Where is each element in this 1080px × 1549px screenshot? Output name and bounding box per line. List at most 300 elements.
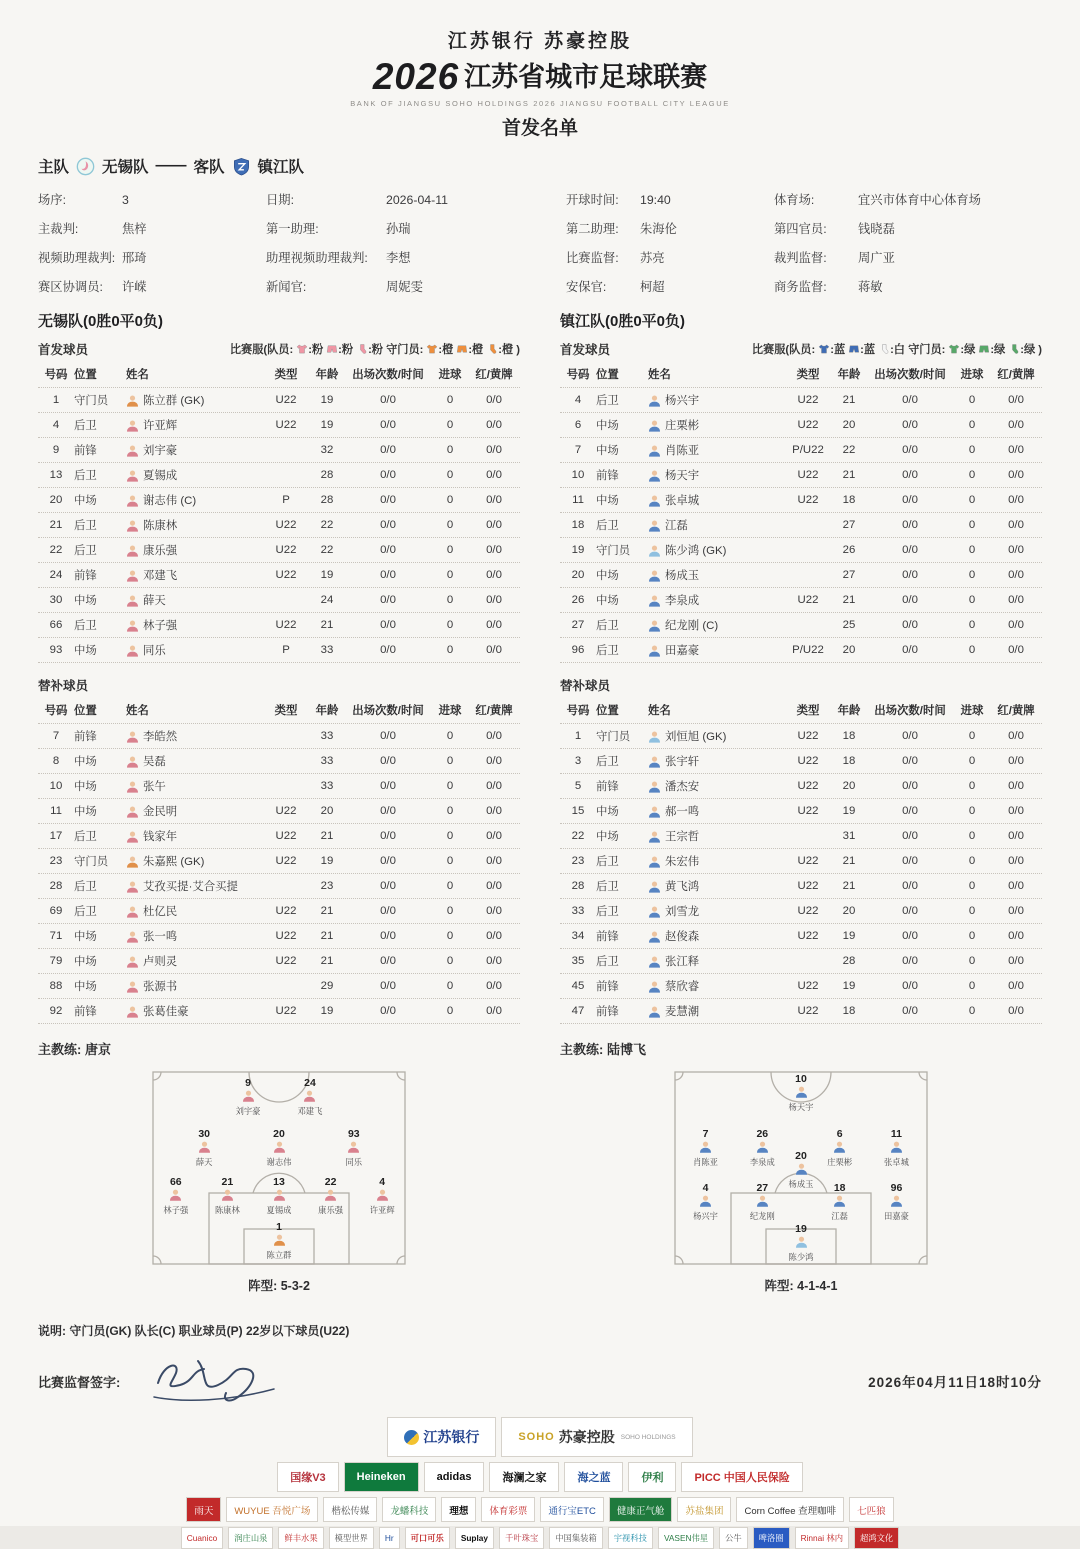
marker-number: 27 (756, 1181, 769, 1194)
player-row (38, 562, 520, 587)
player-goals: 0 (446, 830, 454, 842)
info-label: 主裁判: (38, 222, 79, 236)
player-avatar-icon (648, 755, 661, 768)
player-row (38, 998, 520, 1023)
sponsor-logo (455, 1527, 494, 1549)
info-label: 视频助理裁判: (38, 251, 116, 265)
player-avatar-icon (648, 830, 661, 843)
player-number: 18 (571, 519, 585, 531)
marker-avatar-icon (756, 1140, 769, 1153)
player-age: 33 (320, 644, 334, 656)
player-type: U22 (275, 805, 297, 817)
info-label: 体育场: (774, 193, 815, 207)
column-header: 类型 (274, 705, 298, 717)
player-name: 钱家年 (143, 831, 178, 843)
player-name: 吴磊 (143, 756, 166, 768)
player-cards: 0/0 (1008, 780, 1024, 792)
info-value: 孙瑞 (386, 222, 411, 236)
column-header: 红/黄牌 (997, 705, 1035, 717)
player-age: 32 (320, 444, 334, 456)
sponsor-name: 海澜之家 (502, 1472, 547, 1484)
player-type: U22 (275, 905, 297, 917)
player-name-cell (648, 778, 784, 794)
marker-name: 邓建飞 (297, 1105, 323, 1116)
player-apps: 0/0 (902, 855, 918, 867)
player-age: 26 (842, 544, 856, 556)
player-cards: 0/0 (486, 930, 502, 942)
team-column-zhenjiang (560, 310, 1042, 1294)
player-marker (281, 1078, 339, 1116)
player-name-cell (648, 492, 784, 508)
sponsor-logo (564, 1462, 623, 1492)
player-apps: 0/0 (902, 755, 918, 767)
coach-line (38, 1039, 520, 1058)
player-apps: 0/0 (380, 469, 396, 481)
sponsor-row (38, 1497, 1042, 1522)
marker-name: 李泉成 (749, 1157, 775, 1168)
player-name-cell (648, 442, 784, 458)
marker-avatar-icon (795, 1235, 808, 1248)
column-header: 号码 (44, 705, 68, 717)
player-type: U22 (797, 394, 819, 406)
document-title: 首发名单 (501, 118, 578, 139)
player-row (38, 587, 520, 612)
player-type: U22 (275, 569, 297, 581)
player-number: 8 (52, 755, 60, 767)
sponsor-logo (608, 1527, 653, 1549)
player-avatar-icon (126, 469, 139, 482)
table-header (38, 694, 520, 723)
info-value: 2026-04-11 (386, 193, 448, 207)
player-name: 刘宇豪 (143, 445, 178, 457)
sponsor-name: Corn Coffee 查理咖啡 (744, 1505, 837, 1517)
player-number: 20 (571, 569, 585, 581)
shorts-icon (326, 343, 338, 355)
player-cards: 0/0 (1008, 730, 1024, 742)
player-age: 21 (842, 469, 856, 481)
sponsor-logo (424, 1462, 485, 1492)
player-avatar-icon (126, 755, 139, 768)
player-cards: 0/0 (486, 1005, 502, 1017)
marker-avatar-icon (324, 1188, 337, 1201)
column-header: 类型 (796, 369, 820, 381)
sponsor-logo (849, 1497, 894, 1522)
player-cards: 0/0 (486, 644, 502, 656)
marker-number: 7 (702, 1128, 709, 1141)
match-info-grid (38, 190, 1042, 295)
player-goals: 0 (446, 880, 454, 892)
player-goals: 0 (968, 880, 976, 892)
marker-name: 田嘉豪 (884, 1210, 909, 1221)
player-row (38, 437, 520, 462)
info-value: 许嵘 (122, 280, 147, 294)
sponsor-name: 七匹狼 (857, 1505, 886, 1517)
player-goals: 0 (446, 955, 454, 967)
sponsor-logo (181, 1527, 223, 1549)
player-row (38, 973, 520, 998)
player-apps: 0/0 (902, 569, 918, 581)
player-age: 19 (320, 1005, 334, 1017)
kit-line (560, 340, 1042, 358)
player-name: 田嘉豪 (665, 645, 700, 657)
player-avatar-icon (648, 394, 661, 407)
marker-avatar-icon (795, 1085, 808, 1098)
kit-info: 比赛服(队员: :粉 :粉 :粉 守门员: :橙 :橙 :橙 ) (229, 344, 520, 356)
player-name-cell (126, 642, 262, 658)
player-apps: 0/0 (902, 544, 918, 556)
player-goals: 0 (446, 619, 454, 631)
player-age: 29 (320, 980, 334, 992)
player-avatar-icon (126, 730, 139, 743)
player-cards: 0/0 (1008, 880, 1024, 892)
marker-number: 96 (890, 1181, 903, 1194)
player-name: 陈立群 (GK) (143, 395, 205, 407)
sponsor-logo (677, 1497, 731, 1522)
gk-shorts-icon (456, 343, 468, 355)
info-value: 焦梓 (122, 222, 147, 236)
player-name: 张葛佳豪 (143, 1006, 189, 1018)
sponsor-subtext: SOHO HOLDINGS (620, 1433, 676, 1441)
player-apps: 0/0 (380, 419, 396, 431)
sponsor-logo (681, 1462, 802, 1492)
player-number: 45 (571, 980, 585, 992)
player-position: 后卫 (596, 881, 619, 893)
player-apps: 0/0 (902, 519, 918, 531)
info-cell (774, 277, 1042, 295)
player-avatar-icon (126, 619, 139, 632)
player-cards: 0/0 (1008, 619, 1024, 631)
marker-number: 18 (833, 1181, 846, 1194)
player-cards: 0/0 (486, 955, 502, 967)
sponsor-logo (501, 1417, 692, 1457)
player-position: 后卫 (596, 756, 619, 768)
column-header: 姓名 (126, 369, 149, 381)
player-row (560, 462, 1042, 487)
player-number: 24 (49, 569, 63, 581)
subs-table (560, 694, 1042, 1024)
sponsor-logo (499, 1527, 544, 1549)
player-row (38, 948, 520, 973)
player-type: U22 (275, 1005, 297, 1017)
player-age: 19 (842, 930, 856, 942)
player-number: 19 (571, 544, 585, 556)
player-name: 张源书 (143, 981, 178, 993)
player-goals: 0 (968, 980, 976, 992)
player-apps: 0/0 (902, 905, 918, 917)
player-marker (772, 1224, 830, 1262)
player-number: 6 (574, 419, 582, 431)
marker-name: 杨兴宇 (693, 1210, 718, 1221)
marker-avatar-icon (273, 1140, 286, 1153)
player-apps: 0/0 (380, 594, 396, 606)
player-name: 艾孜买提·艾合买提 (143, 881, 238, 893)
player-avatar-icon (126, 930, 139, 943)
sponsor-name: 润庄山泉 (234, 1533, 268, 1543)
player-type: P (282, 644, 290, 656)
player-position: 前锋 (596, 931, 619, 943)
player-apps: 0/0 (380, 905, 396, 917)
player-age: 18 (842, 494, 856, 506)
player-apps: 0/0 (902, 730, 918, 742)
player-cards: 0/0 (486, 805, 502, 817)
player-apps: 0/0 (902, 494, 918, 506)
sponsor-name: Rinnai 林内 (800, 1533, 843, 1543)
column-header: 红/黄牌 (997, 369, 1035, 381)
marker-avatar-icon (273, 1188, 286, 1201)
info-value: 苏亮 (640, 251, 665, 265)
player-row (560, 587, 1042, 612)
marker-name: 谢志伟 (266, 1157, 292, 1168)
player-name-cell (648, 753, 784, 769)
marker-number: 13 (273, 1175, 285, 1188)
sponsor-logo (854, 1527, 899, 1549)
player-name-cell (648, 1003, 784, 1019)
gk-shorts-icon (978, 343, 990, 355)
player-name: 谢志伟 (C) (143, 495, 197, 507)
soho-logo-icon: SOHO (518, 1431, 555, 1443)
player-number: 4 (52, 419, 60, 431)
player-avatar-icon (126, 880, 139, 893)
player-cards: 0/0 (486, 619, 502, 631)
player-name: 郝一鸣 (665, 806, 700, 818)
away-team-name: 镇江队 (257, 159, 305, 176)
info-label: 助理视频助理裁判: (266, 251, 368, 265)
marker-name: 江磊 (831, 1210, 848, 1221)
player-name: 肖陈亚 (665, 445, 700, 457)
column-header: 号码 (44, 369, 68, 381)
player-position: 后卫 (596, 620, 619, 632)
player-row (560, 412, 1042, 437)
player-avatar-icon (126, 594, 139, 607)
player-apps: 0/0 (380, 780, 396, 792)
player-apps: 0/0 (380, 805, 396, 817)
sponsor-logo (278, 1527, 323, 1549)
player-age: 23 (320, 880, 334, 892)
player-cards: 0/0 (486, 419, 502, 431)
player-name-cell (126, 853, 262, 869)
bank-logo-icon (404, 1430, 419, 1445)
player-type: U22 (797, 980, 819, 992)
player-type: U22 (797, 880, 819, 892)
player-cards: 0/0 (1008, 444, 1024, 456)
player-type: U22 (797, 855, 819, 867)
player-apps: 0/0 (902, 980, 918, 992)
player-age: 21 (320, 905, 334, 917)
player-avatar-icon (648, 519, 661, 532)
player-goals: 0 (446, 855, 454, 867)
player-name-cell (648, 417, 784, 433)
player-age: 33 (320, 730, 334, 742)
column-header: 姓名 (648, 369, 671, 381)
sponsor-logo (387, 1417, 496, 1457)
marker-name: 夏锡成 (266, 1204, 292, 1215)
player-position: 中场 (596, 445, 619, 457)
player-row (38, 487, 520, 512)
sponsor-name: 超鸿文化 (860, 1533, 894, 1543)
player-age: 27 (842, 569, 856, 581)
marker-number: 20 (795, 1150, 807, 1163)
column-header: 出场次数/时间 (874, 369, 946, 381)
player-goals: 0 (968, 1005, 976, 1017)
column-header: 出场次数/时间 (874, 705, 946, 717)
player-apps: 0/0 (902, 780, 918, 792)
player-position: 中场 (596, 806, 619, 818)
player-goals: 0 (968, 419, 976, 431)
player-marker (867, 1183, 925, 1221)
player-row (560, 637, 1042, 662)
player-name-cell (126, 803, 262, 819)
player-position: 后卫 (74, 620, 97, 632)
marker-number: 30 (198, 1128, 211, 1141)
player-age: 21 (842, 880, 856, 892)
player-position: 后卫 (596, 395, 619, 407)
sponsor-name: 啤洛圈 (758, 1533, 784, 1543)
info-cell (38, 190, 266, 208)
player-row (38, 923, 520, 948)
player-row (38, 773, 520, 798)
player-cards: 0/0 (486, 569, 502, 581)
formation-pitch (150, 1069, 408, 1267)
player-row (560, 387, 1042, 412)
player-age: 22 (842, 444, 856, 456)
player-cards: 0/0 (1008, 519, 1024, 531)
kit-line (38, 340, 520, 358)
gk-shirt-icon (426, 343, 438, 355)
info-cell (38, 248, 266, 266)
coach-line (560, 1039, 1042, 1058)
sponsor-logo (226, 1497, 318, 1522)
player-position: 中场 (74, 931, 97, 943)
player-position: 后卫 (596, 906, 619, 918)
player-position: 前锋 (596, 1006, 619, 1018)
player-name: 张午 (143, 781, 166, 793)
player-row (560, 823, 1042, 848)
player-age: 28 (842, 955, 856, 967)
column-header: 位置 (596, 705, 619, 717)
player-name: 夏锡成 (143, 470, 178, 482)
player-apps: 0/0 (902, 644, 918, 656)
formation-label: 阵型: 4-1-4-1 (764, 1279, 838, 1293)
sponsor-name: 雨天 (194, 1505, 214, 1517)
player-name-cell (648, 803, 784, 819)
player-goals: 0 (968, 755, 976, 767)
player-goals: 0 (968, 569, 976, 581)
player-goals: 0 (968, 469, 976, 481)
sponsor-logo (658, 1527, 714, 1549)
player-avatar-icon (648, 730, 661, 743)
marker-name: 薛天 (195, 1157, 213, 1168)
player-cards: 0/0 (1008, 544, 1024, 556)
sponsor-name: WUYUE 吾悦广场 (234, 1505, 311, 1517)
signature-row (38, 1353, 1042, 1409)
sock-icon (878, 343, 890, 355)
player-type: U22 (797, 594, 819, 606)
player-age: 20 (320, 805, 334, 817)
player-row (560, 562, 1042, 587)
info-label: 日期: (266, 193, 295, 207)
column-header: 红/黄牌 (475, 369, 513, 381)
marker-avatar-icon (347, 1140, 360, 1153)
marker-avatar-icon (169, 1188, 182, 1201)
marker-name: 林子强 (163, 1204, 189, 1215)
sponsor-name: 宇视科技 (613, 1533, 647, 1543)
marker-avatar-icon (890, 1140, 903, 1153)
player-avatar-icon (648, 905, 661, 918)
sponsor-logo (382, 1497, 436, 1522)
player-goals: 0 (968, 544, 976, 556)
player-type: U22 (275, 619, 297, 631)
player-marker (219, 1078, 277, 1116)
player-avatar-icon (126, 569, 139, 582)
sponsor-name: 中国集装箱 (555, 1533, 597, 1543)
player-name-cell (648, 903, 784, 919)
player-position: 中场 (74, 645, 97, 657)
player-goals: 0 (968, 905, 976, 917)
player-position: 中场 (596, 420, 619, 432)
info-value: 3 (122, 193, 129, 207)
player-name-cell (648, 928, 784, 944)
player-age: 19 (320, 419, 334, 431)
player-position: 中场 (596, 595, 619, 607)
player-number: 28 (49, 880, 63, 892)
sponsor-logo (481, 1497, 535, 1522)
marker-number: 4 (702, 1181, 709, 1194)
signature-label: 比赛监督签字: (38, 1374, 121, 1390)
player-apps: 0/0 (380, 619, 396, 631)
table-header (560, 694, 1042, 723)
player-position: 守门员 (74, 856, 109, 868)
player-number: 22 (49, 544, 63, 556)
marker-avatar-icon (273, 1233, 286, 1246)
player-name-cell (648, 642, 784, 658)
player-avatar-icon (648, 880, 661, 893)
sponsor-logos-section (38, 1417, 1042, 1549)
player-cards: 0/0 (1008, 755, 1024, 767)
player-row (560, 798, 1042, 823)
player-cards: 0/0 (486, 469, 502, 481)
team-column-wuxi (38, 310, 520, 1294)
player-name-cell (648, 828, 784, 844)
player-name-cell (126, 442, 262, 458)
player-goals: 0 (446, 594, 454, 606)
player-avatar-icon (126, 394, 139, 407)
player-number: 10 (571, 469, 585, 481)
player-number: 27 (571, 619, 585, 631)
player-name-cell (648, 728, 784, 744)
player-goals: 0 (968, 394, 976, 406)
player-avatar-icon (648, 469, 661, 482)
info-label: 第二助理: (566, 222, 619, 236)
player-cards: 0/0 (486, 880, 502, 892)
sponsor-logo (549, 1527, 603, 1549)
info-value: 柯超 (640, 280, 665, 294)
player-apps: 0/0 (902, 469, 918, 481)
player-name: 庄栗彬 (665, 420, 700, 432)
coach-label: 主教练: (560, 1042, 607, 1057)
player-position: 后卫 (74, 545, 97, 557)
info-value: 19:40 (640, 193, 671, 207)
player-age: 20 (842, 419, 856, 431)
player-name: 李皓然 (143, 731, 178, 743)
vs-dash: —— (155, 157, 187, 174)
player-number: 47 (571, 1005, 585, 1017)
sponsor-logo (277, 1462, 338, 1492)
player-apps: 0/0 (902, 955, 918, 967)
player-goals: 0 (446, 519, 454, 531)
player-type: U22 (275, 519, 297, 531)
player-number: 34 (571, 930, 585, 942)
player-apps: 0/0 (902, 619, 918, 631)
